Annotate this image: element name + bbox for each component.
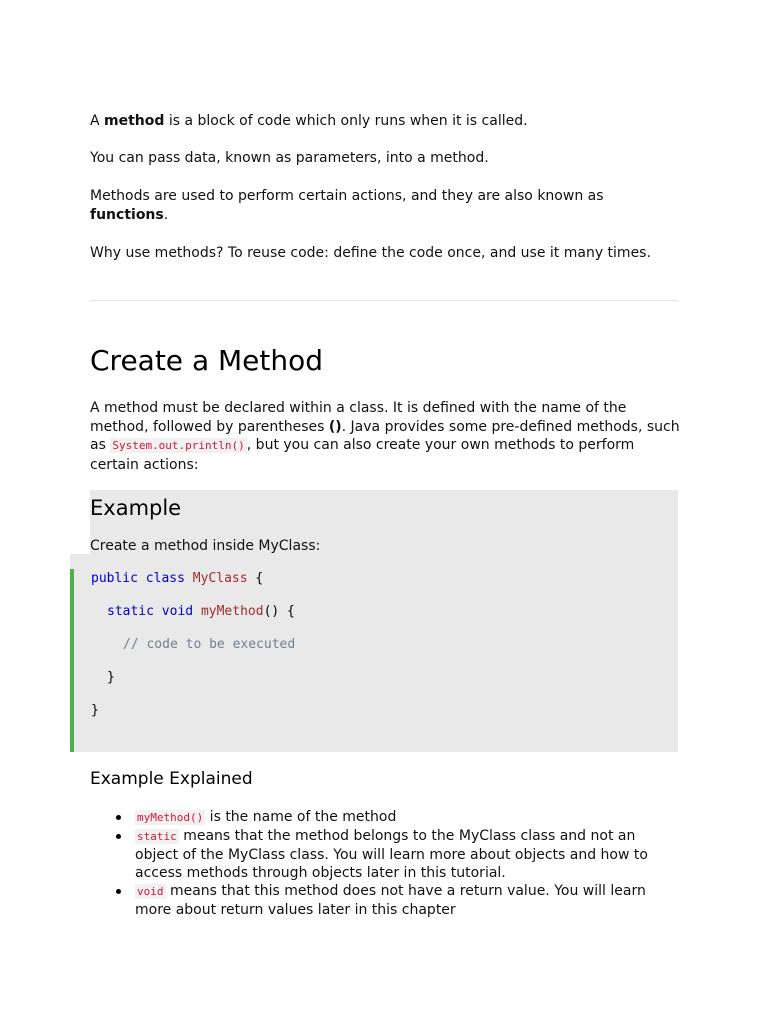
text: . Java provides some pre-defined methods, such as (90, 418, 680, 453)
example-caption: Create a method inside MyClass: (90, 538, 321, 554)
keyword-static: static (107, 604, 154, 619)
text: A (90, 113, 105, 129)
method-signature-rest: () { (263, 604, 295, 619)
list-item (135, 808, 680, 827)
inline-code: void (137, 885, 164, 898)
section-paragraph (90, 399, 680, 474)
code-line-2 (107, 603, 295, 621)
intro-paragraph-functions (90, 187, 635, 224)
keyword-public: public (91, 571, 138, 586)
text: is a block of code which only runs when it is called. (164, 113, 528, 129)
inline-code-println: System.out.println() (112, 439, 245, 452)
list-item-text: means that this method does not have a return value. You will learn more about return values later in this chapter (135, 883, 646, 918)
inline-code: static (137, 830, 177, 843)
keyword-void: void (161, 604, 194, 619)
example-box-notch (70, 490, 90, 554)
code-line-4: } (107, 670, 115, 685)
list-item-text: means that the method belongs to the MyClass class and not an object of the MyClass class. You will learn more about objects and how to access methods through objects later in this tutorial. (135, 828, 648, 881)
bold-term-functions: functions (90, 206, 164, 223)
intro-paragraph-parameters: You can pass data, known as parameters, into a method. (90, 150, 489, 166)
method-name: myMethod (200, 604, 264, 619)
list-item (135, 882, 680, 919)
explained-title: Example Explained (90, 769, 253, 789)
text: A method must be declared within a class. It is defined with the name of the method, followed by parentheses (90, 400, 627, 435)
text: , but you can also create your own methods to perform certain actions: (90, 437, 635, 473)
open-brace: { (247, 571, 264, 586)
code-line-1 (91, 570, 263, 588)
section-title: Create a Method (90, 344, 324, 377)
code-line-5: } (91, 703, 99, 718)
parentheses-symbol: () (328, 418, 342, 435)
list-item-text: is the name of the method (205, 809, 397, 825)
text: . (163, 206, 169, 223)
code-block (70, 569, 678, 752)
keyword-class: class (145, 571, 185, 586)
section-divider (90, 300, 678, 301)
intro-paragraph-method (90, 112, 680, 131)
class-name: MyClass (192, 571, 248, 586)
example-title: Example (90, 496, 182, 520)
explanation-list (90, 808, 680, 919)
code-line-3-comment: // code to be executed (123, 637, 296, 652)
bold-term-method: method (104, 113, 165, 129)
text: Methods are used to perform certain actions, and they are also known as (90, 188, 604, 204)
inline-code: myMethod() (137, 811, 204, 824)
intro-paragraph-reuse: Why use methods? To reuse code: define the code once, and use it many times. (90, 245, 651, 261)
list-item (135, 827, 680, 882)
